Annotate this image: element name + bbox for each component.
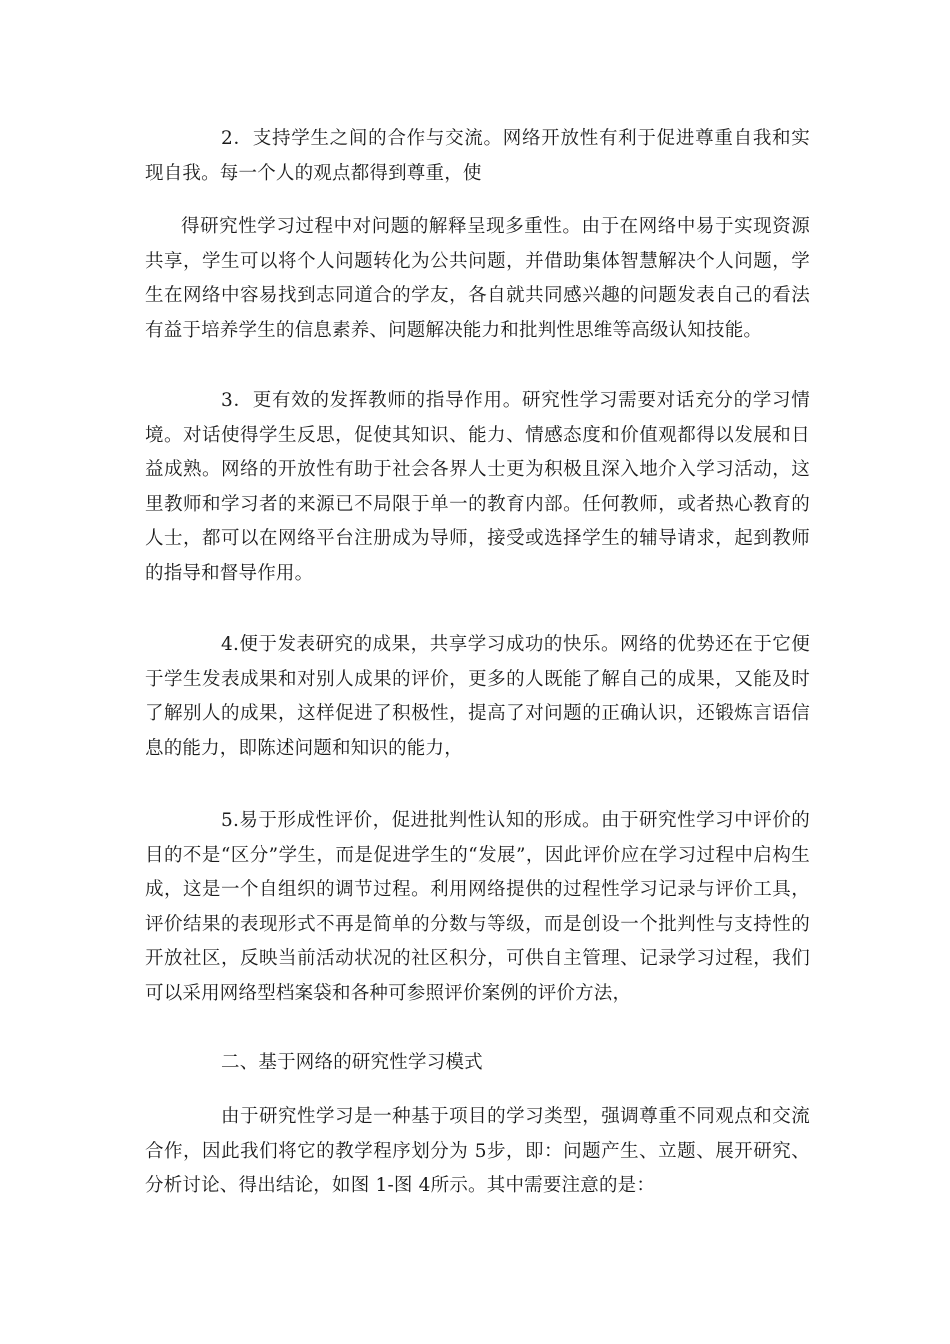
section-heading-model: 二、基于网络的研究性学习模式	[221, 1052, 483, 1073]
paragraph-teacher-guidance: 3．更有效的发挥教师的指导作用。研究性学习需要对话充分的学习情境。对话使得学生反思，促使其知识、能力、情感态度和价值观都得以发展和日益成熟。网络的开放性有助于社会各界人士更为积极且深入地介入学习活动，这里教师和学习者的来源已不局限于单一的教育内部。任何教师，或者热心教育的人士，都可以在网络平台注册成为导师，接受或选择学生的辅导请求，起到教师的指导和督导作用。	[145, 390, 810, 584]
paragraph-teaching-procedure: 由于研究性学习是一种基于项目的学习类型，强调尊重不同观点和交流合作，因此我们将它的教学程序划分为 5步，即：问题产生、立题、展开研究、分析讨论、得出结论，如图 1-图 4所示。其中需要注意的是：	[145, 1106, 810, 1196]
paragraph-collaboration-continued: 得研究性学习过程中对问题的解释呈现多重性。由于在网络中易于实现资源共享，学生可以将个人问题转化为公共问题，并借助集体智慧解决个人问题，学生在网络中容易找到志同道合的学友，各自就共同感兴趣的问题发表自己的看法有益于培养学生的信息素养、问题解决能力和批判性思维等高级认知技能。	[145, 216, 810, 341]
paragraph-formative-evaluation: 5.易于形成性评价，促进批判性认知的形成。由于研究性学习中评价的目的不是“区分”学生，而是促进学生的“发展”，因此评价应在学习过程中启构生成，这是一个自组织的调节过程。利用网络提供的过程性学习记录与评价工具，评价结果的表现形式不再是简单的分数与等级，而是创设一个批判性与支持性的开放社区，反映当前活动状况的社区积分，可供自主管理、记录学习过程，我们可以采用网络型档案袋和各种可参照评价案例的评价方法，	[145, 810, 810, 1004]
paragraph-publish-results: 4.便于发表研究的成果，共享学习成功的快乐。网络的优势还在于它便于学生发表成果和对别人成果的评价，更多的人既能了解自己的成果，又能及时了解别人的成果，这样促进了积极性，提高了对问题的正确认识，还锻炼言语信息的能力，即陈述问题和知识的能力，	[145, 634, 810, 759]
paragraph-collaboration: 2．支持学生之间的合作与交流。网络开放性有利于促进尊重自我和实现自我。每一个人的观点都得到尊重，使	[145, 128, 810, 184]
